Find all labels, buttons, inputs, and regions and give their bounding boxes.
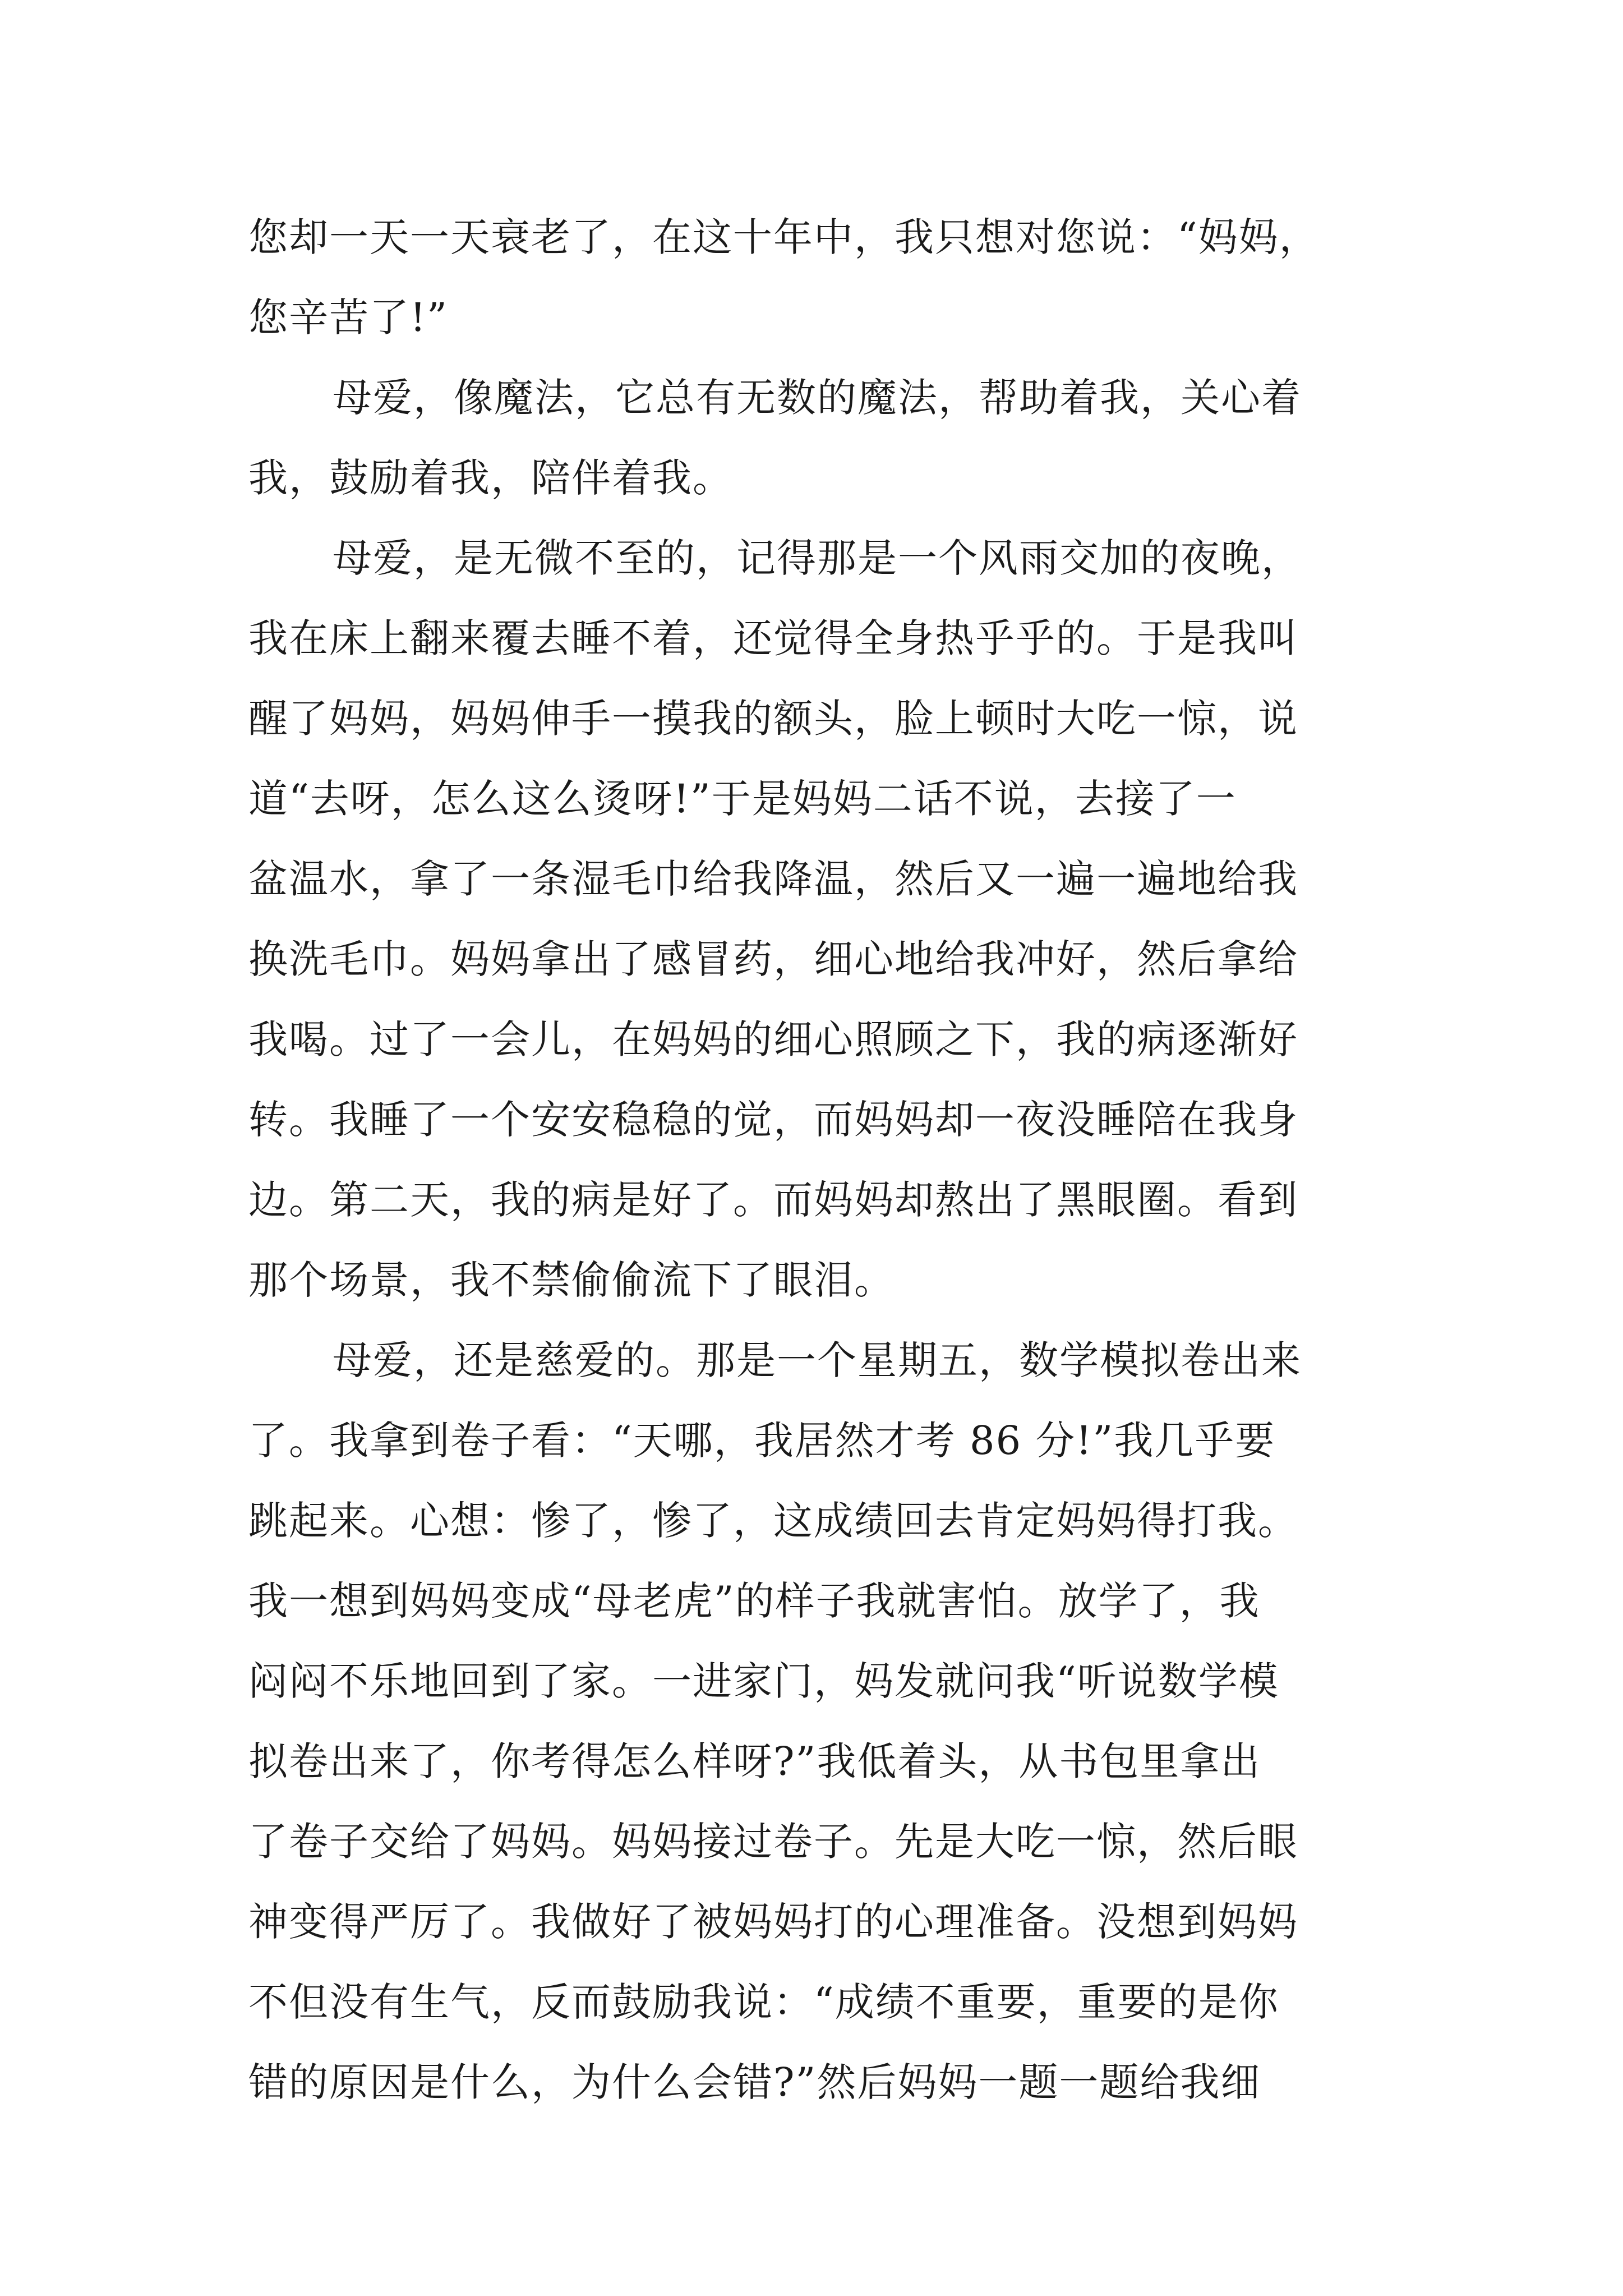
- text-line: 我一想到妈妈变成“母老虎”的样子我就害怕。放学了，我: [248, 1578, 1260, 1624]
- text-line: 母爱，还是慈爱的。那是一个星期五，数学模拟卷出来: [333, 1337, 1302, 1383]
- text-line: 了。我拿到卷子看：“天哪，我居然才考 86 分!”我几乎要: [248, 1418, 1276, 1464]
- text-line: 错的原因是什么，为什么会错?”然后妈妈一题一题给我细: [248, 2059, 1261, 2105]
- text-line: 边。第二天，我的病是好了。而妈妈却熬出了黑眼圈。看到: [248, 1177, 1298, 1223]
- text-line: 跳起来。心想：惨了，惨了，这成绩回去肯定妈妈得打我。: [248, 1498, 1298, 1544]
- text-line: 我喝。过了一会儿，在妈妈的细心照顾之下，我的病逐渐好: [248, 1016, 1298, 1062]
- text-line: 您却一天一天衰老了，在这十年中，我只想对您说：“妈妈，: [248, 214, 1320, 260]
- text-line: 盆温水，拿了一条湿毛巾给我降温，然后又一遍一遍地给我: [248, 856, 1298, 902]
- text-line: 转。我睡了一个安安稳稳的觉，而妈妈却一夜没睡陪在我身: [248, 1097, 1298, 1143]
- text-line: 我在床上翻来覆去睡不着，还觉得全身热乎乎的。于是我叫: [248, 615, 1298, 661]
- text-line: 了卷子交给了妈妈。妈妈接过卷子。先是大吃一惊，然后眼: [248, 1819, 1298, 1865]
- text-line: 醒了妈妈，妈妈伸手一摸我的额头，脸上顿时大吃一惊，说: [248, 696, 1298, 742]
- text-line: 我，鼓励着我，陪伴着我。: [248, 455, 733, 501]
- text-line: 神变得严厉了。我做好了被妈妈打的心理准备。没想到妈妈: [248, 1899, 1298, 1945]
- text-line: 母爱，像魔法，它总有无数的魔法，帮助着我，关心着: [333, 375, 1302, 421]
- text-line: 母爱，是无微不至的，记得那是一个风雨交加的夜晚，: [333, 535, 1302, 581]
- text-line: 拟卷出来了，你考得怎么样呀?”我低着头，从书包里拿出: [248, 1738, 1261, 1784]
- text-line: 换洗毛巾。妈妈拿出了感冒药，细心地给我冲好，然后拿给: [248, 936, 1298, 982]
- essay-body: [248, 197, 1426, 2123]
- text-line: 那个场景，我不禁偷偷流下了眼泪。: [248, 1257, 895, 1303]
- text-line: 您辛苦了!”: [248, 295, 448, 341]
- text-line: 闷闷不乐地回到了家。一进家门，妈发就问我“听说数学模: [248, 1658, 1279, 1704]
- text-line: 道“去呀，怎么这么烫呀!”于是妈妈二话不说，去接了一: [248, 776, 1237, 822]
- text-line: 不但没有生气，反而鼓励我说：“成绩不重要，重要的是你: [248, 1979, 1279, 2025]
